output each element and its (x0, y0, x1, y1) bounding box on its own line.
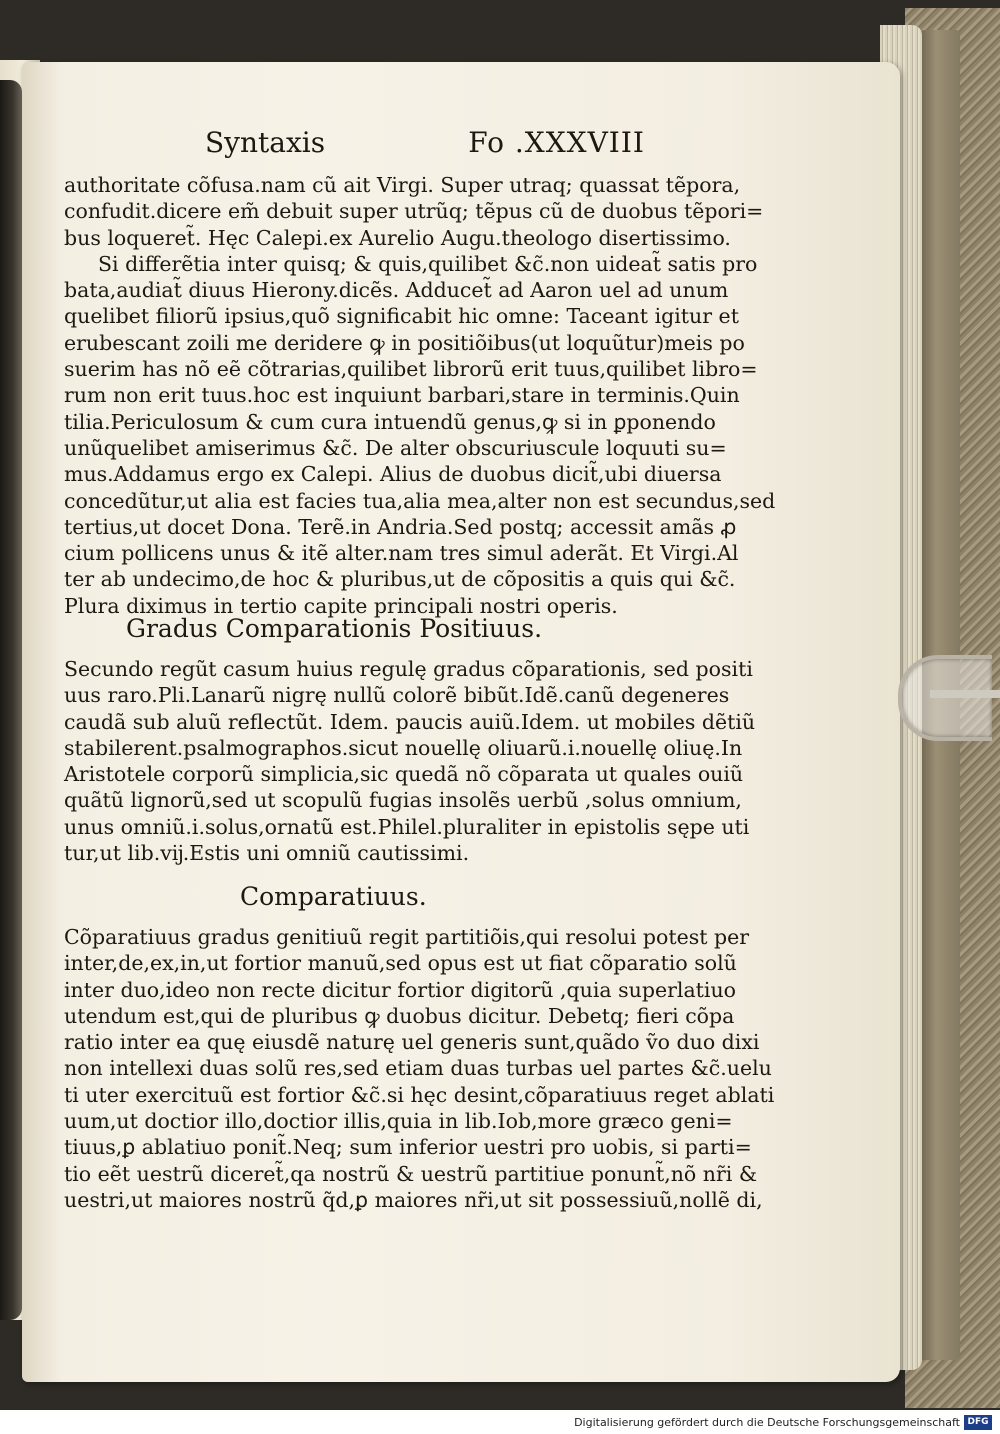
text-line: ter ab undecimo,de hoc & pluribus,ut de cõpositis a quis qui &c̃. (64, 567, 736, 592)
text-line: cium pollicens unus & itẽ alter.nam tres simul aderãt. Et Virgi.Al (64, 541, 739, 566)
section-heading-positiuus: Gradus Comparationis Positiuus. (126, 614, 543, 643)
text-line: mus.Addamus ergo ex Calepi. Alius de duobus dicit̃,ubi diuersa (64, 462, 722, 487)
section-heading-comparatiuus: Comparatiuus. (240, 882, 427, 911)
dfg-logo: DFG (964, 1415, 992, 1430)
funding-credit: Digitalisierung gefördert durch die Deutsche Forschungsgemeinschaft (574, 1416, 960, 1429)
text-line: bata,audiat̃ diuus Hierony.dicẽs. Adducet̃ ad Aaron uel ad unum (64, 278, 729, 303)
text-line: ti uter exercituũ est fortior &c̃.si hęc desint,cõparatiuus reget ablati (64, 1082, 775, 1107)
text-line: non intellexi duas solũ res,sed etiam duas turbas uel partes &c̃.uelu (64, 1056, 772, 1081)
text-line: concedũtur,ut alia est facies tua,alia mea,alter non est secundus,sed (64, 488, 776, 513)
text-line: Secundo regũt casum huius regulę gradus cõparationis, sed positi (64, 657, 753, 681)
text-line: caudã sub aluũ reflectũt. Idem. paucis auiũ.Idem. ut mobiles dẽtiũ (64, 709, 756, 734)
paragraph-2 (64, 656, 756, 866)
text-line: authoritate cõfusa.nam cũ ait Virgi. Super utraq; quassat tẽpora, (64, 173, 741, 197)
text-line: quãtũ lignorũ,sed ut scopulũ fugias insolẽs uerbũ ,solus omnium, (64, 788, 742, 813)
footer-bar (0, 1412, 1000, 1434)
text-line: Cõparatiuus gradus genitiuũ regit partitiõis,qui resolui potest per (64, 925, 750, 949)
text-line: uus raro.Pli.Lanarũ nigrę nullũ colorẽ bibũt.Idẽ.canũ degeneres (64, 683, 730, 708)
text-line: tilia.Periculosum & cum cura intuendũ genus,ꝙ si in ꝑponendo (64, 409, 716, 434)
text-line: confudit.dicere em̃ debuit super utrũq; tẽpus cũ de duobus tẽpori= (64, 199, 764, 224)
text-line: suerim has nõ eẽ cõtrarias,quilibet librorũ erit tuus,quilibet libro= (64, 357, 758, 382)
text-line: inter duo,ideo non recte dicitur fortior digitorũ ,quia superlatiuo (64, 977, 737, 1002)
text-line: Aristotele corporũ simplicia,sic quedã nõ cõparata ut quales ouiũ (64, 762, 744, 787)
text-line: Si differẽtia inter quisq; & quis,quilibet &c̃.non uideat̃ satis pro (98, 251, 758, 276)
text-line: utendum est,qui de pluribus ꝙ duobus dicitur. Debetq; fieri cõpa (64, 1003, 735, 1028)
running-title: Syntaxis (205, 126, 326, 159)
text-line: rum non erit tuus.hoc est inquiunt barbari,stare in terminis.Quin (64, 383, 740, 408)
text-line: ratio inter ea quę eiusdẽ naturę uel generis sunt,quãdo ṽo duo dixi (64, 1030, 760, 1055)
text-line: bus loqueret̃. Hęc Calepi.ex Aurelio Augu.theologo disertissimo. (64, 225, 731, 250)
book-gutter (0, 80, 22, 1320)
running-header (205, 126, 645, 166)
bookmark-clip-bar (930, 690, 1000, 698)
paragraph-1 (64, 172, 776, 619)
text-line: tio eẽt uestrũ diceret̃,qa nostrũ & uestrũ partitiue ponunt̃,nõ nr̃i & (64, 1161, 758, 1186)
text-line: uum,ut doctior illo,doctior illis,quia in lib.Iob,more græco geni= (64, 1109, 733, 1134)
text-line: stabilerent.psalmographos.sicut nouellę oliuarũ.i.nouellę oliuę.In (64, 735, 743, 760)
paragraph-3 (64, 924, 775, 1213)
bookmark-clip (898, 655, 992, 741)
text-line: tur,ut lib.vĳ.Estis uni omniũ cautissimi. (64, 841, 470, 866)
text-line: unus omniũ.i.solus,ornatũ est.Philel.pluraliter in epistolis sępe uti (64, 814, 750, 839)
text-line: inter,de,ex,in,ut fortior manuũ,sed opus est ut fiat cõparatio solũ (64, 951, 737, 976)
text-line: tertius,ut docet Dona. Terẽ.in Andria.Sed postq; accessit amãs ꝓ (64, 514, 737, 539)
text-line: erubescant zoili me deridere ꝙ in positiõibus(ut loquũtur)meis po (64, 330, 745, 355)
text-line: unũquelibet amiserimus &c̃. De alter obscuriuscule loquuti su= (64, 435, 727, 460)
folio-number: Fo .XXXVIII (468, 126, 645, 159)
text-line: tiuus,ꝑ ablatiuo ponit̃.Neq; sum inferior uestri pro uobis, si parti= (64, 1135, 752, 1160)
text-line: uestri,ut maiores nostrũ q̃d,ꝑ maiores nr̃i,ut sit possessiuũ,nollẽ di, (64, 1187, 763, 1212)
text-line: Plura diximus in tertio capite principali nostri operis. (64, 593, 618, 618)
text-line: quelibet filiorũ ipsius,quõ significabit hic omne: Taceant igitur et (64, 304, 739, 329)
